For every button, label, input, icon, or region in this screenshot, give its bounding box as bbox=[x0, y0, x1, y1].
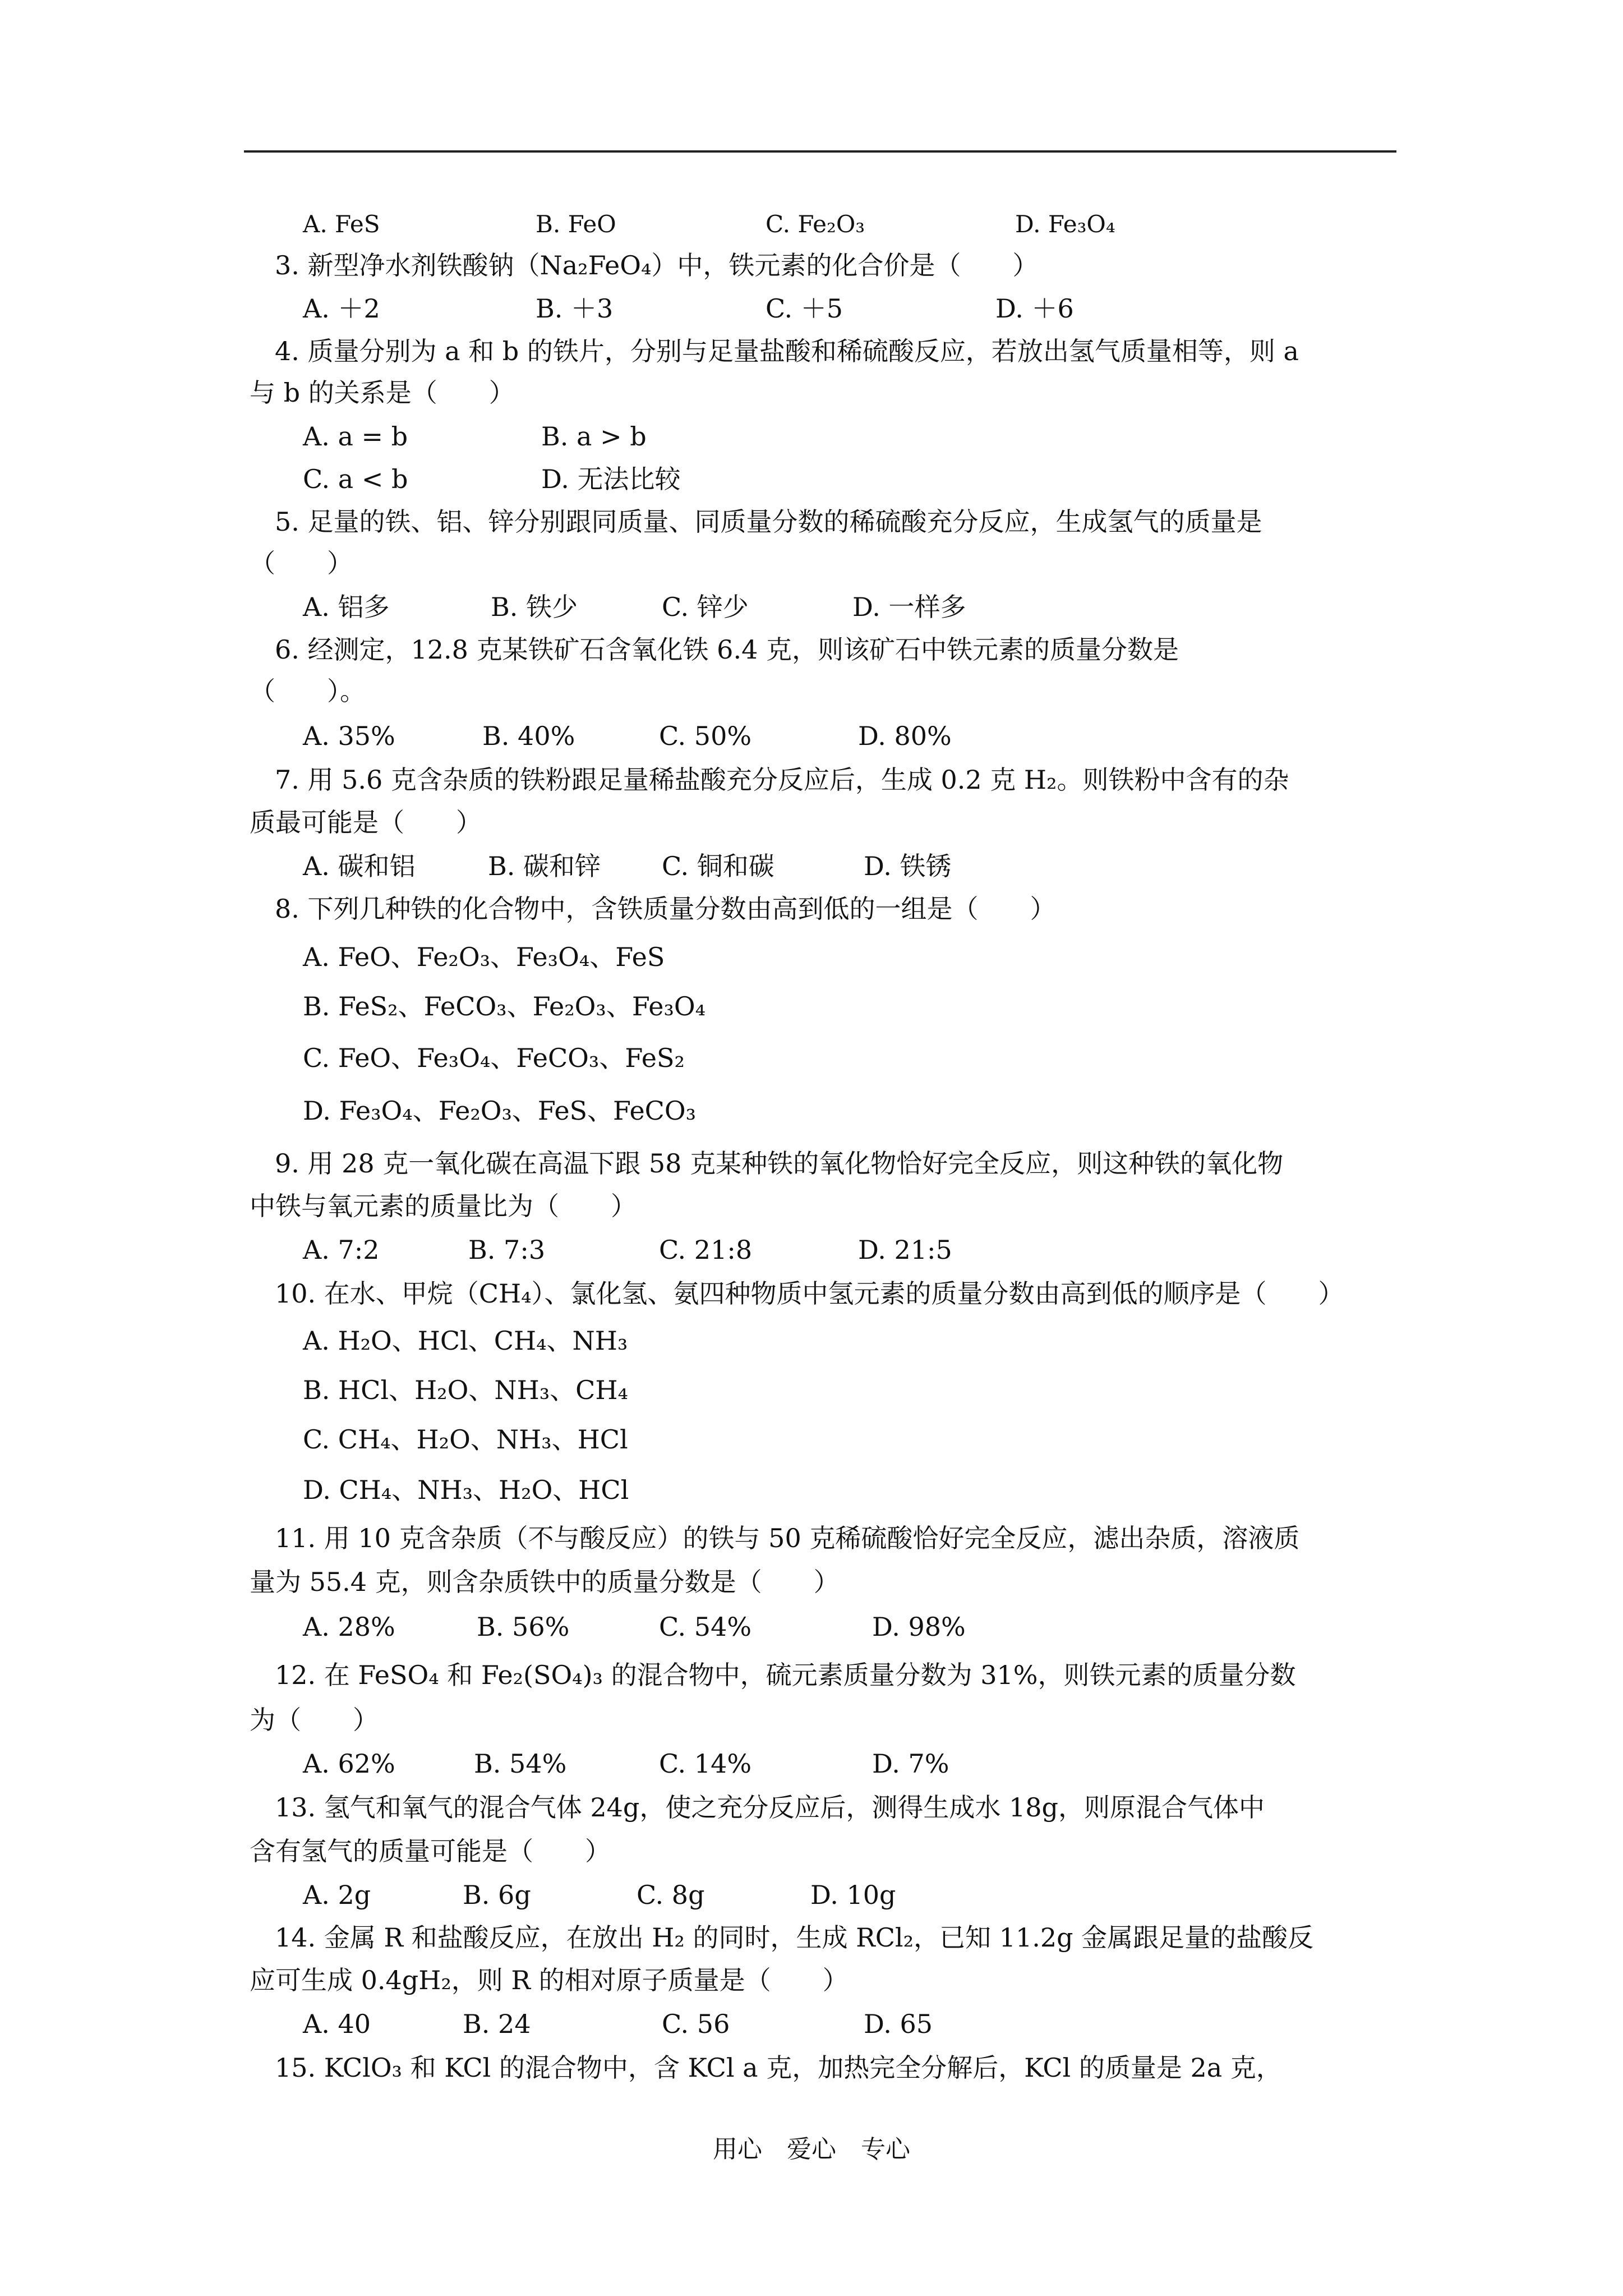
option: B. 7:3 bbox=[468, 1235, 546, 1265]
question-7-stem-2: 质最可能是（ ） bbox=[250, 807, 482, 838]
option: D. 10g bbox=[810, 1880, 896, 1910]
question-9-stem-1: 9. 用 28 克一氧化碳在高温下跟 58 克某种铁的氧化物恰好完全反应，则这种铁的氧化物 bbox=[275, 1148, 1284, 1179]
option: B. HCl、H₂O、NH₃、CH₄ bbox=[303, 1375, 628, 1405]
option: A. 2g bbox=[303, 1880, 371, 1910]
option: C. 54% bbox=[659, 1612, 752, 1642]
option: A. 铝多 bbox=[303, 592, 390, 622]
option: C. 铜和碳 bbox=[662, 851, 774, 881]
option: C. Fe₂O₃ bbox=[766, 210, 865, 238]
option: D. Fe₃O₄、Fe₂O₃、FeS、FeCO₃ bbox=[303, 1096, 697, 1126]
question-7-stem-1: 7. 用 5.6 克含杂质的铁粉跟足量稀盐酸充分反应后，生成 0.2 克 H₂。则铁粉中含有的杂 bbox=[275, 765, 1289, 795]
question-11-stem-2: 量为 55.4 克，则含杂质铁中的质量分数是（ ） bbox=[250, 1567, 840, 1597]
option: A. H₂O、HCl、CH₄、NH₃ bbox=[303, 1326, 628, 1356]
option: A. 62% bbox=[303, 1749, 395, 1779]
option: B. FeS₂、FeCO₃、Fe₂O₃、Fe₃O₄ bbox=[303, 991, 706, 1022]
option: A. 40 bbox=[303, 2009, 371, 2039]
option: A. 35% bbox=[303, 721, 395, 751]
option: D. 7% bbox=[872, 1749, 949, 1779]
option: C. FeO、Fe₃O₄、FeCO₃、FeS₂ bbox=[303, 1043, 685, 1073]
question-12-stem-1: 12. 在 FeSO₄ 和 Fe₂(SO₄)₃ 的混合物中，硫元素质量分数为 31%，则铁元素的质量分数 bbox=[275, 1660, 1296, 1690]
option: B. 6g bbox=[463, 1880, 531, 1910]
option: A. ＋2 bbox=[303, 293, 380, 324]
option: C. 21:8 bbox=[659, 1235, 753, 1265]
question-14-stem-1: 14. 金属 R 和盐酸反应，在放出 H₂ 的同时，生成 RCl₂，已知 11.2g 金属跟足量的盐酸反 bbox=[275, 1922, 1314, 1953]
option: B. 54% bbox=[474, 1749, 567, 1779]
page-footer: 用心 爱心 专心 bbox=[713, 2135, 910, 2164]
question-9-stem-2: 中铁与氧元素的质量比为（ ） bbox=[250, 1191, 637, 1221]
question-6-stem-1: 6. 经测定，12.8 克某铁矿石含氧化铁 6.4 克，则该矿石中铁元素的质量分数是 bbox=[275, 634, 1179, 665]
option: A. 7:2 bbox=[303, 1235, 380, 1265]
option: B. 40% bbox=[482, 721, 575, 751]
option: C. 50% bbox=[659, 721, 752, 751]
option: B. 碳和锌 bbox=[488, 851, 601, 881]
option: D. 98% bbox=[872, 1612, 966, 1642]
question-3-stem: 3. 新型净水剂铁酸钠（Na₂FeO₄）中，铁元素的化合价是（ ） bbox=[275, 250, 1039, 280]
option: C. 锌少 bbox=[662, 592, 749, 622]
question-5-stem-1: 5. 足量的铁、铝、锌分别跟同质量、同质量分数的稀硫酸充分反应，生成氢气的质量是 bbox=[275, 507, 1262, 537]
option: D. ＋6 bbox=[995, 293, 1074, 324]
option: B. FeO bbox=[536, 210, 616, 238]
option: C. CH₄、H₂O、NH₃、HCl bbox=[303, 1424, 628, 1455]
question-4-stem-1: 4. 质量分别为 a 和 b 的铁片，分别与足量盐酸和稀硫酸反应，若放出氢气质量相等，则 a bbox=[275, 336, 1299, 366]
option: B. ＋3 bbox=[536, 293, 614, 324]
option: C. 14% bbox=[659, 1749, 752, 1779]
question-6-stem-2: （ ）。 bbox=[250, 676, 366, 706]
question-14-stem-2: 应可生成 0.4gH₂，则 R 的相对原子质量是（ ） bbox=[250, 1965, 849, 1995]
option: D. 一样多 bbox=[852, 592, 966, 622]
option: D. 无法比较 bbox=[541, 464, 681, 494]
option: C. a < b bbox=[303, 464, 408, 494]
option: A. FeS bbox=[303, 210, 380, 238]
option: D. 80% bbox=[858, 721, 952, 751]
option: C. 8g bbox=[637, 1880, 705, 1910]
option: D. Fe₃O₄ bbox=[1015, 210, 1115, 238]
question-11-stem-1: 11. 用 10 克含杂质（不与酸反应）的铁与 50 克稀硫酸恰好完全反应，滤出杂质，溶液质 bbox=[275, 1523, 1300, 1553]
header-rule bbox=[244, 150, 1396, 153]
question-13-stem-1: 13. 氢气和氧气的混合气体 24g，使之充分反应后，测得生成水 18g，则原混合气体中 bbox=[275, 1792, 1265, 1823]
question-10-stem: 10. 在水、甲烷（CH₄）、氯化氢、氨四种物质中氢元素的质量分数由高到低的顺序是（ ） bbox=[275, 1278, 1344, 1309]
option: A. 碳和铝 bbox=[303, 851, 416, 881]
option: D. CH₄、NH₃、H₂O、HCl bbox=[303, 1475, 629, 1505]
option: D. 21:5 bbox=[858, 1235, 952, 1265]
option: B. 铁少 bbox=[491, 592, 578, 622]
option: B. 24 bbox=[463, 2009, 531, 2039]
option: C. ＋5 bbox=[766, 293, 843, 324]
option: A. FeO、Fe₂O₃、Fe₃O₄、FeS bbox=[303, 942, 665, 972]
question-12-stem-2: 为（ ） bbox=[250, 1705, 379, 1735]
question-15-stem: 15. KClO₃ 和 KCl 的混合物中，含 KCl a 克，加热完全分解后，KCl 的质量是 2a 克， bbox=[275, 2053, 1282, 2083]
question-13-stem-2: 含有氢气的质量可能是（ ） bbox=[250, 1836, 611, 1866]
option: A. 28% bbox=[303, 1612, 395, 1642]
option: D. 铁锈 bbox=[864, 851, 952, 881]
question-8-stem: 8. 下列几种铁的化合物中，含铁质量分数由高到低的一组是（ ） bbox=[275, 894, 1056, 924]
option: B. a > b bbox=[541, 421, 647, 452]
question-5-stem-2: （ ） bbox=[250, 548, 353, 578]
option: A. a = b bbox=[303, 421, 408, 452]
option: C. 56 bbox=[662, 2009, 730, 2039]
question-4-stem-2: 与 b 的关系是（ ） bbox=[250, 378, 515, 408]
option: B. 56% bbox=[477, 1612, 570, 1642]
option: D. 65 bbox=[864, 2009, 933, 2039]
